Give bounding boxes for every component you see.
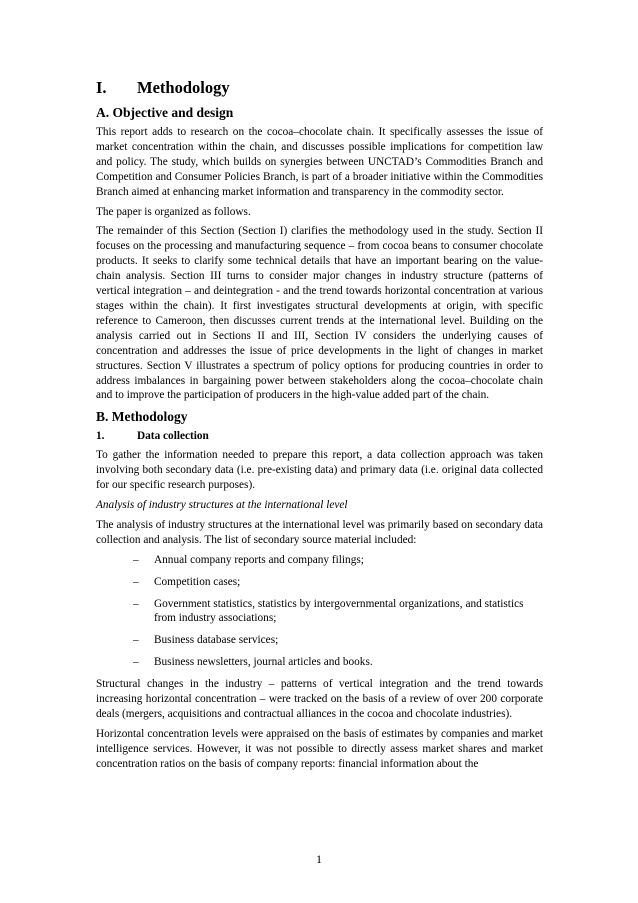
dash-bullet: –	[133, 656, 139, 669]
source-material-list	[96, 553, 543, 670]
list-item	[133, 597, 543, 627]
paragraph-horizontal-concentration: Horizontal concentration levels were appraised on the basis of estimates by companies and market intelligence services. However, it was not possible to directly assess market shares and market concentration ratios on the basis of company reports: financial information about the	[96, 727, 543, 770]
italic-heading-industry-analysis: Analysis of industry structures at the international level	[96, 499, 348, 512]
list-item	[133, 575, 543, 590]
list-item	[133, 655, 543, 670]
page-number: 1	[316, 852, 322, 866]
paragraph-list-intro: The analysis of industry structures at the international level was primarily based on secondary data collection and analysis. The list of secondary source material included:	[96, 518, 543, 546]
list-item	[133, 633, 543, 648]
paragraph-structural-changes: Structural changes in the industry – patterns of vertical integration and the trend towards increasing horizontal concentration – were tracked on the basis of a review of over 200 corporate deals (mergers, acquisitions and contractual alliances in the cocoa and chocolate industries).	[96, 678, 543, 720]
dash-bullet: –	[133, 634, 139, 647]
dash-bullet: –	[133, 597, 139, 610]
section-heading-methodology	[96, 78, 543, 98]
subheading-number: 1.	[96, 430, 105, 443]
list-item-text: Government statistics, statistics by intergovernmental organizations, and statistics from industry associations;	[154, 597, 524, 625]
subsection-heading-objective: A. Objective and design	[96, 105, 234, 120]
list-item-text: Business newsletters, journal articles and books.	[154, 656, 373, 669]
document-page	[96, 78, 543, 777]
paragraph-organization: The paper is organized as follows.	[96, 205, 251, 218]
subheading-data-collection	[96, 429, 543, 444]
list-item	[133, 553, 543, 568]
dash-bullet: –	[133, 575, 139, 588]
subheading-title: Data collection	[137, 430, 209, 443]
section-title: Methodology	[137, 78, 230, 97]
list-item-text: Annual company reports and company filings;	[154, 553, 364, 566]
paragraph-data-collection: To gather the information needed to prepare this report, a data collection approach was taken involving both secondary data (i.e. pre-existing data) and primary data (i.e. original data collected for our specific research purposes).	[96, 449, 543, 492]
section-number: I.	[96, 78, 107, 97]
subsection-heading-methodology: B. Methodology	[96, 409, 188, 425]
paragraph-intro: This report adds to research on the cocoa–chocolate chain. It specifically assesses the issue of market concentration within the chain, and discusses possible implications for competition law and policy. The study, which builds on synergies between UNCTAD’s Commodities Branch and Competition and Consumer Policies Branch, is part of a broader initiative within the Commodities Branch aimed at enhancing market information and transparency in the commodity sector.	[96, 126, 543, 198]
list-item-text: Competition cases;	[154, 575, 241, 588]
list-item-text: Business database services;	[154, 634, 279, 647]
dash-bullet: –	[133, 553, 139, 566]
paragraph-sections-overview: The remainder of this Section (Section I) clarifies the methodology used in the study. Section II focuses on the processing and manufacturing sequence – from cocoa beans to consumer chocolate products. It seeks to clarify some technical details that have an important bearing on the value-chain analysis. Section III turns to consider major changes in industry structure (patterns of vertical integration – and deintegration - and the trend towards horizontal concentration at various stages within the chain). It first investigates structural developments at origin, with specific reference to Cameroon, then discusses current trends at the international level. Building on the analysis carried out in Sections II and III, Section IV considers the underlying causes of concentration and addresses the issue of price developments in the light of changes in market structures. Section V illustrates a spectrum of policy options for producing countries in order to address imbalances in bargaining power between stakeholders along the cocoa–chocolate chain and to improve the participation of producers in the high-value added part of the chain.	[96, 225, 543, 402]
